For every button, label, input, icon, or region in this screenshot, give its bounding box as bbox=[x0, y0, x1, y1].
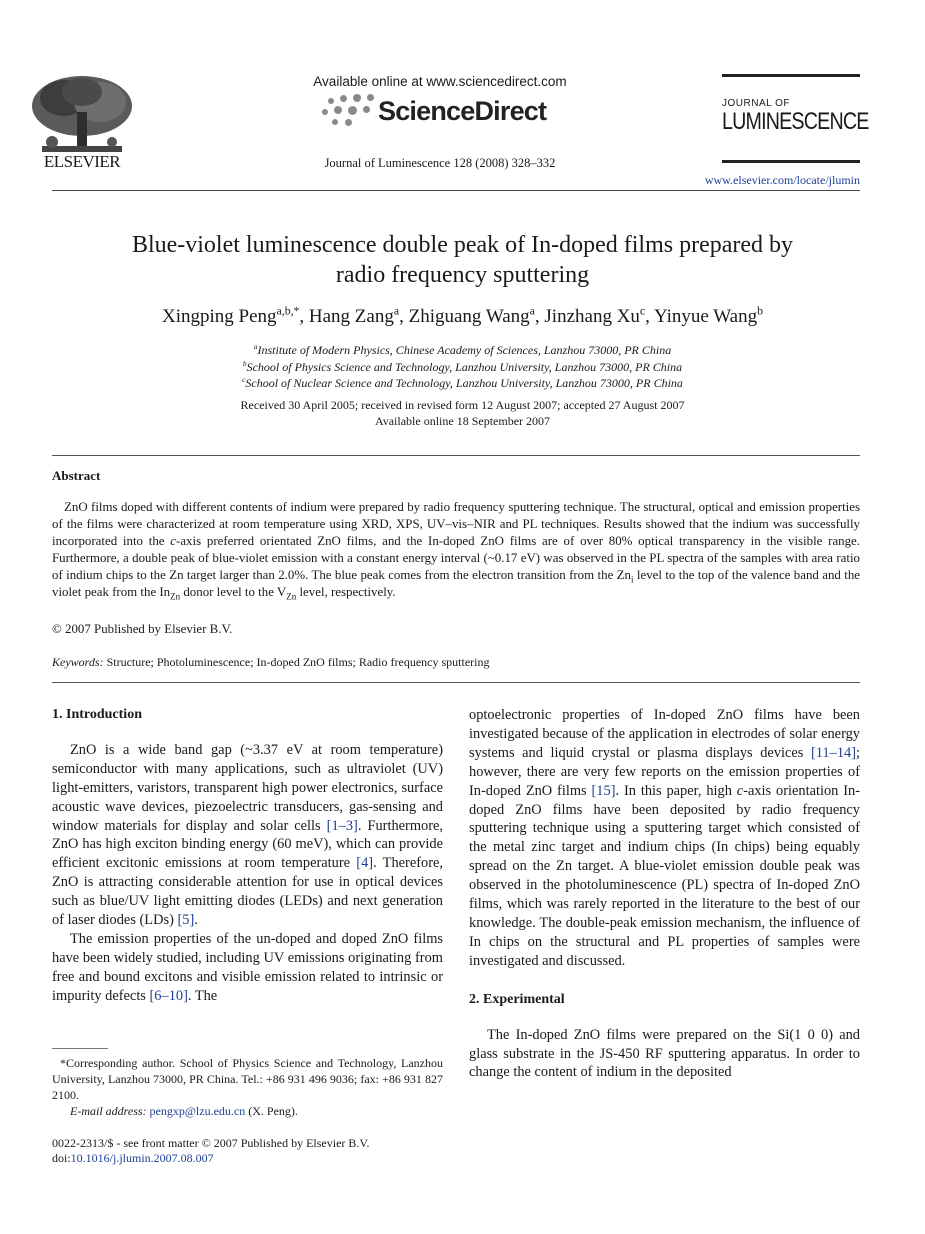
journal-logo-large: LUMINESCENCE bbox=[722, 108, 869, 135]
email-link[interactable]: pengxp@lzu.edu.cn bbox=[149, 1104, 246, 1118]
abstract-copyright: © 2007 Published by Elsevier B.V. bbox=[52, 622, 233, 636]
title-line-1: Blue-violet luminescence double peak of In-doped films prepared by bbox=[131, 232, 794, 258]
affiliation-a: $^a$Institute of Modern Physics, Chinese Academy of Sciences, Lanzhou 73000, PR China bbox=[253, 342, 672, 357]
intro-paragraph-1: ZnO is a wide band gap (~3.37 eV at room temperature) semiconductor with many applications, such as ultraviolet (UV) light-emitters, varistors, transparent high power electronics, surface acoustic wave devices, piezoelectric transducers, gas-sensing and window materials for display and solar cells [1–3]. Furthermore, ZnO has high exciton binding energy (60 meV), which can provide efficient excitonic emissions at room temperature [4]. Therefore, ZnO is attracting considerable attention for use in optical devices such as blue/UV light emitting diodes (LEDs) and next generation of laser diodes (LDs) [5]. bbox=[52, 741, 443, 929]
ref-4[interactable]: [4] bbox=[356, 855, 374, 872]
author-2[interactable]: Hang Zang$^a$ bbox=[308, 304, 400, 327]
received-dates: Received 30 April 2005; received in revised form 12 August 2007; accepted 27 August 2007 bbox=[240, 398, 685, 412]
available-online: Available online at www.sciencedirect.com bbox=[313, 74, 567, 89]
journal-citation: Journal of Luminescence 128 (2008) 328–332 bbox=[324, 156, 556, 170]
experimental-paragraph-1: The In-doped ZnO films were prepared on the Si(1 0 0) and glass substrate in the JS-450 RF sputtering apparatus. In order to change the content of indium in the deposited bbox=[469, 1026, 860, 1081]
abstract-heading: Abstract bbox=[52, 468, 101, 483]
footnote bbox=[52, 1055, 443, 1119]
ref-1-3[interactable]: [1–3] bbox=[326, 817, 358, 834]
intro-paragraph-2: The emission properties of the un-doped and doped ZnO films have been widely studied, including UV emissions originating from free and bound excitons and visible emission related to intrinsic or impurity defects [6–10]. The bbox=[52, 930, 443, 1004]
corresponding-author-note: *Corresponding author. School of Physics Science and Technology, Lanzhou University, Lanzhou 73000, PR China. Tel.: +86 931 496 9036; fax: +86 931 827 2100. bbox=[52, 1056, 443, 1102]
experimental-heading: 2. Experimental bbox=[469, 991, 565, 1007]
elsevier-logo bbox=[22, 72, 142, 172]
front-matter bbox=[52, 1136, 370, 1166]
affiliation-c: $^c$School of Nuclear Science and Technology, Lanzhou University, Lanzhou 73000, PR China bbox=[242, 375, 683, 390]
keywords bbox=[52, 655, 489, 670]
ref-15[interactable]: [15] bbox=[591, 782, 616, 799]
sciencedirect-logo bbox=[318, 92, 568, 132]
affiliations bbox=[40, 342, 885, 392]
journal-url[interactable]: www.elsevier.com/locate/jlumin bbox=[704, 173, 860, 187]
left-column bbox=[52, 706, 443, 1006]
ref-5[interactable]: [5] bbox=[177, 912, 195, 929]
sciencedirect-wordmark: ScienceDirect bbox=[378, 96, 547, 126]
dates bbox=[40, 398, 885, 429]
doi-link[interactable]: 10.1016/j.jlumin.2007.08.007 bbox=[70, 1151, 214, 1165]
tree-icon bbox=[22, 72, 142, 156]
article-title bbox=[40, 230, 885, 290]
doi-line: doi:10.1016/j.jlumin.2007.08.007 bbox=[52, 1151, 214, 1165]
title-line-2: radio frequency sputtering bbox=[335, 262, 590, 288]
authors: Xingping Peng$^{a,b,*}$, Hang Zang$^a$, Zhiguang Wang$^a$, Jinzhang Xu$^c$, Yinyue Wang$^b$ bbox=[162, 304, 763, 327]
ref-11-14[interactable]: [11–14] bbox=[810, 744, 856, 761]
intro-heading: 1. Introduction bbox=[52, 707, 142, 722]
journal-logo bbox=[722, 72, 869, 172]
keywords-label: Keywords: bbox=[52, 655, 104, 669]
abstract-text: ZnO films doped with different contents of indium were prepared by radio frequency sputtering technique. The structural, optical and emission properties of the films were characterized at room temperature using XRD, XPS, UV–vis–NIR and PL techniques. Results showed that the indium was successfully incorporated into the c-axis preferred orientated ZnO films, and the In-doped ZnO films are of over 80% optical transparency in the visible range. Furthermore, a double peak of blue-violet emission with a constant energy interval (~0.17 eV) was observed in the PL spectra of the samples with area ratio of indium chips to the Zn target larger than 2.0%. The blue peak comes from the electron transition from the $Zn_i$ level to the top of the valence band and the violet peak from the $In_{Zn}$ donor level to the $V_{Zn}$ level, respectively. bbox=[52, 500, 861, 602]
author-4[interactable]: Jinzhang Xu$^c$ bbox=[544, 304, 646, 327]
right-paragraph-1: optoelectronic properties of In-doped ZnO films have been investigated because of the application in electrodes of solar energy systems and liquid crystal or plasma displays devices [11–14]; however, there are very few reports on the emission properties of In-doped ZnO films [15]. In this paper, high c-axis orientation In-doped ZnO films have been deposited by radio frequency sputtering technique using a sputtering target which consisted of the metal zinc target and indium chips (In chips) being equably spread on the Zn target. A blue-violet emission double peak was observed in the photoluminescence (PL) spectra of In-doped ZnO films, which was rarely reported in the literature to the best of our knowledge. The double-peak emission mechanism, the influence of In chips on the structural and PL properties of samples were investigated and discussed. bbox=[469, 707, 860, 969]
right-column bbox=[469, 706, 860, 1082]
available-date: Available online 18 September 2007 bbox=[374, 413, 551, 428]
author-1[interactable]: Xingping Peng$^{a,b,*}$ bbox=[162, 304, 300, 327]
issn-line: 0022-2313/$ - see front matter © 2007 Published by Elsevier B.V. bbox=[52, 1136, 370, 1150]
journal-logo-small: JOURNAL OF bbox=[722, 98, 790, 109]
elsevier-wordmark: ELSEVIER bbox=[43, 152, 121, 171]
author-5[interactable]: Yinyue Wang$^b$ bbox=[653, 304, 763, 327]
affiliation-b: $^b$School of Physics Science and Technology, Lanzhou University, Lanzhou 73000, PR China bbox=[242, 358, 683, 374]
keywords-list: Structure; Photoluminescence; In-doped ZnO films; Radio frequency sputtering bbox=[106, 655, 490, 669]
ref-6-10[interactable]: [6–10] bbox=[149, 987, 188, 1004]
email-line: E-mail address: pengxp@lzu.edu.cn (X. Peng). bbox=[70, 1104, 298, 1118]
author-3[interactable]: Zhiguang Wang$^a$ bbox=[408, 304, 535, 327]
